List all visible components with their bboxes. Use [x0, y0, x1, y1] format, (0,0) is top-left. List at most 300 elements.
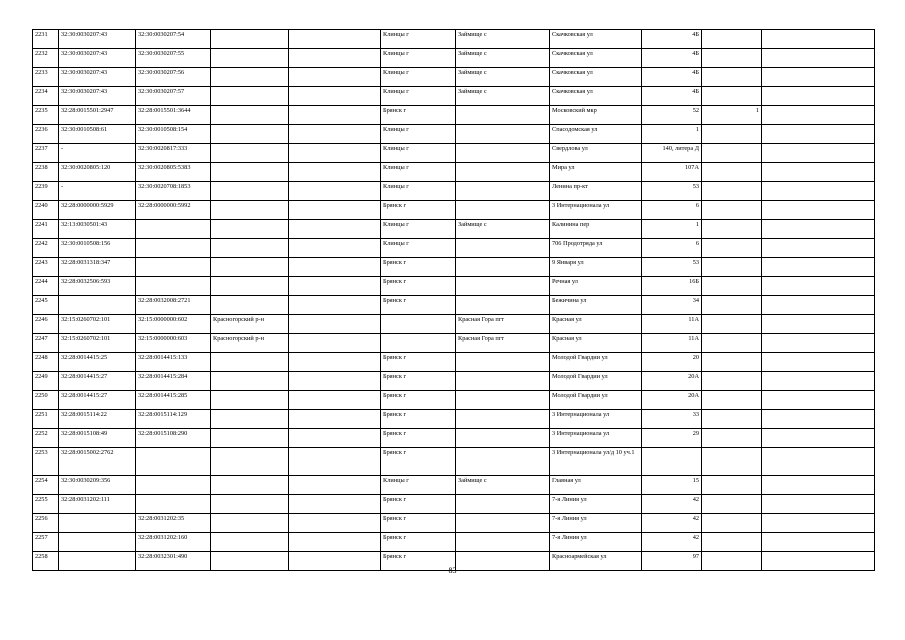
cell-settlement [456, 410, 550, 429]
cell-row-number: 2240 [33, 201, 59, 220]
cell-cadastral-number: 32:28:0014415:25 [59, 353, 136, 372]
cell-cadastral-number-2 [136, 448, 211, 476]
cell-settlement [456, 391, 550, 410]
table-row [33, 182, 875, 201]
cell-row-number: 2244 [33, 277, 59, 296]
cell-house: 42 [642, 514, 702, 533]
cell-district [211, 514, 289, 533]
cell-settlement [456, 239, 550, 258]
cell-note-2 [762, 429, 875, 448]
cell-cadastral-number: 32:30:0030209:356 [59, 476, 136, 495]
cell-house: 53 [642, 182, 702, 201]
cell-row-number: 2252 [33, 429, 59, 448]
cell-row-number: 2234 [33, 87, 59, 106]
cell-extra [289, 353, 381, 372]
cell-row-number: 2242 [33, 239, 59, 258]
cell-extra [289, 87, 381, 106]
cell-cadastral-number: 32:15:0260702:101 [59, 334, 136, 353]
cell-settlement: Займище с [456, 220, 550, 239]
cell-cadastral-number: 32:28:0000000:5929 [59, 201, 136, 220]
cell-extra [289, 125, 381, 144]
cell-cadastral-number-2: 32:28:0031202:35 [136, 514, 211, 533]
table-row [33, 30, 875, 49]
cell-row-number: 2237 [33, 144, 59, 163]
cell-note-2 [762, 30, 875, 49]
cell-house: 6 [642, 239, 702, 258]
cell-note-2 [762, 372, 875, 391]
cell-cadastral-number: 32:28:0015501:2947 [59, 106, 136, 125]
cell-note-2 [762, 220, 875, 239]
cell-settlement: Красная Гора пгт [456, 315, 550, 334]
cell-city: Брянск г [381, 372, 456, 391]
cell-cadastral-number: 32:13:0030501:43 [59, 220, 136, 239]
cell-note-2 [762, 49, 875, 68]
cell-district [211, 495, 289, 514]
cell-note-1 [702, 296, 762, 315]
cell-city: Брянск г [381, 201, 456, 220]
cell-district [211, 144, 289, 163]
cell-street: Бежичина ул [550, 296, 642, 315]
cell-district [211, 410, 289, 429]
cell-house: 1 [642, 125, 702, 144]
table-body [33, 30, 875, 571]
cell-cadastral-number: 32:28:0031318:347 [59, 258, 136, 277]
register-table [32, 29, 875, 571]
cell-note-1 [702, 163, 762, 182]
cell-district [211, 533, 289, 552]
cell-row-number: 2258 [33, 552, 59, 571]
cell-settlement [456, 163, 550, 182]
cell-note-1 [702, 201, 762, 220]
cell-street: Скачковская ул [550, 68, 642, 87]
cell-cadastral-number-2: 32:30:0030207:55 [136, 49, 211, 68]
cell-street: 706 Продотряда ул [550, 239, 642, 258]
table-row [33, 410, 875, 429]
cell-row-number: 2231 [33, 30, 59, 49]
cell-cadastral-number-2 [136, 258, 211, 277]
table-row [33, 220, 875, 239]
cell-note-2 [762, 201, 875, 220]
table-row [33, 163, 875, 182]
cell-street: 3 Интернационала ул [550, 429, 642, 448]
cell-cadastral-number-2: 32:30:0030207:54 [136, 30, 211, 49]
cell-note-2 [762, 315, 875, 334]
table-row [33, 495, 875, 514]
cell-note-1 [702, 239, 762, 258]
cell-cadastral-number-2 [136, 220, 211, 239]
cell-cadastral-number-2: 32:28:0014415:284 [136, 372, 211, 391]
cell-row-number: 2232 [33, 49, 59, 68]
cell-cadastral-number [59, 514, 136, 533]
cell-extra [289, 296, 381, 315]
cell-extra [289, 220, 381, 239]
cell-city: Клинцы г [381, 182, 456, 201]
cell-house: 15 [642, 476, 702, 495]
cell-cadastral-number-2: 32:28:0015108:290 [136, 429, 211, 448]
cell-note-1 [702, 495, 762, 514]
cell-row-number: 2235 [33, 106, 59, 125]
cell-note-1 [702, 429, 762, 448]
cell-extra [289, 476, 381, 495]
cell-extra [289, 315, 381, 334]
cell-street: 3 Интернационала ул/д 10 уч.1 [550, 448, 642, 476]
cell-note-2 [762, 277, 875, 296]
cell-city: Клинцы г [381, 30, 456, 49]
cell-house: 1 [642, 220, 702, 239]
cell-extra [289, 533, 381, 552]
cell-row-number: 2248 [33, 353, 59, 372]
cell-extra [289, 49, 381, 68]
cell-note-2 [762, 296, 875, 315]
cell-settlement [456, 258, 550, 277]
cell-note-1 [702, 410, 762, 429]
cell-note-1 [702, 182, 762, 201]
cell-settlement [456, 201, 550, 220]
cell-settlement [456, 106, 550, 125]
page-number: 83 [448, 566, 457, 575]
cell-row-number: 2253 [33, 448, 59, 476]
cell-row-number: 2246 [33, 315, 59, 334]
cell-house: 53 [642, 258, 702, 277]
cell-district [211, 372, 289, 391]
cell-note-1 [702, 514, 762, 533]
cell-house [642, 448, 702, 476]
cell-street: Молодой Гвардии ул [550, 372, 642, 391]
cell-street: Молодой Гвардии ул [550, 391, 642, 410]
cell-note-2 [762, 514, 875, 533]
cell-settlement: Займище с [456, 476, 550, 495]
cell-street: Скачковская ул [550, 30, 642, 49]
cell-settlement [456, 448, 550, 476]
cell-note-2 [762, 182, 875, 201]
table-row [33, 476, 875, 495]
cell-street: Спасодомская ул [550, 125, 642, 144]
cell-row-number: 2241 [33, 220, 59, 239]
cell-cadastral-number-2: 32:28:0014415:133 [136, 353, 211, 372]
cell-district [211, 429, 289, 448]
cell-cadastral-number-2: 32:28:0032008:2721 [136, 296, 211, 315]
cell-row-number: 2247 [33, 334, 59, 353]
cell-cadastral-number-2: 32:30:0020805:5383 [136, 163, 211, 182]
cell-cadastral-number [59, 296, 136, 315]
cell-district [211, 163, 289, 182]
cell-settlement [456, 514, 550, 533]
cell-city: Брянск г [381, 277, 456, 296]
cell-house: 11А [642, 315, 702, 334]
cell-district [211, 125, 289, 144]
cell-district [211, 239, 289, 258]
cell-row-number: 2238 [33, 163, 59, 182]
cell-house: 4Б [642, 30, 702, 49]
cell-note-1 [702, 372, 762, 391]
cell-street: Главная ул [550, 476, 642, 495]
cell-note-1: 1 [702, 106, 762, 125]
cell-note-1 [702, 476, 762, 495]
cell-extra [289, 258, 381, 277]
cell-city: Брянск г [381, 353, 456, 372]
cell-note-2 [762, 258, 875, 277]
cell-street: Московский мкр [550, 106, 642, 125]
cell-extra [289, 182, 381, 201]
cell-note-2 [762, 239, 875, 258]
cell-district [211, 448, 289, 476]
cell-note-2 [762, 533, 875, 552]
cell-row-number: 2249 [33, 372, 59, 391]
cell-cadastral-number: - [59, 144, 136, 163]
cell-street: Калинина пер [550, 220, 642, 239]
cell-cadastral-number-2 [136, 239, 211, 258]
cell-cadastral-number: 32:28:0014415:27 [59, 372, 136, 391]
cell-note-1 [702, 448, 762, 476]
cell-district [211, 391, 289, 410]
cell-district [211, 87, 289, 106]
table-row [33, 429, 875, 448]
cell-cadastral-number-2: 32:30:0030207:56 [136, 68, 211, 87]
cell-city: Клинцы г [381, 144, 456, 163]
cell-city: Клинцы г [381, 476, 456, 495]
cell-cadastral-number-2: 32:28:0031202:160 [136, 533, 211, 552]
cell-extra [289, 277, 381, 296]
cell-row-number: 2257 [33, 533, 59, 552]
cell-cadastral-number: 32:28:0015108:49 [59, 429, 136, 448]
cell-city: Брянск г [381, 106, 456, 125]
cell-settlement: Займище с [456, 68, 550, 87]
table-row [33, 448, 875, 476]
cell-extra [289, 410, 381, 429]
cell-house: 33 [642, 410, 702, 429]
cell-street: Скачковская ул [550, 87, 642, 106]
cell-house: 42 [642, 495, 702, 514]
cell-house: 4Б [642, 87, 702, 106]
cell-row-number: 2233 [33, 68, 59, 87]
cell-cadastral-number: 32:30:0030207:43 [59, 87, 136, 106]
cell-note-1 [702, 533, 762, 552]
cell-settlement [456, 533, 550, 552]
cell-note-1 [702, 87, 762, 106]
cell-district [211, 201, 289, 220]
cell-extra [289, 429, 381, 448]
cell-cadastral-number-2: 32:30:0020708:1853 [136, 182, 211, 201]
cell-cadastral-number-2: 32:28:0014415:285 [136, 391, 211, 410]
cell-note-2 [762, 144, 875, 163]
cell-house: 20А [642, 391, 702, 410]
cell-note-1 [702, 30, 762, 49]
cell-city [381, 315, 456, 334]
cell-house: 42 [642, 533, 702, 552]
cell-cadastral-number: 32:30:0020805:120 [59, 163, 136, 182]
cell-row-number: 2243 [33, 258, 59, 277]
cell-district: Красногорский р-н [211, 315, 289, 334]
cell-note-2 [762, 495, 875, 514]
cell-street: 9 Января ул [550, 258, 642, 277]
cell-house: 52 [642, 106, 702, 125]
table-row [33, 391, 875, 410]
cell-city: Брянск г [381, 296, 456, 315]
cell-settlement: Займище с [456, 30, 550, 49]
cell-house: 20А [642, 372, 702, 391]
cell-street: 3 Интернационала ул [550, 410, 642, 429]
cell-note-2 [762, 163, 875, 182]
cell-street: Скачковская ул [550, 49, 642, 68]
cell-cadastral-number: 32:30:0010508:61 [59, 125, 136, 144]
cell-street: Красная ул [550, 315, 642, 334]
cell-district [211, 353, 289, 372]
cell-note-1 [702, 68, 762, 87]
cell-cadastral-number-2: 32:30:0030207:57 [136, 87, 211, 106]
cell-street: Ленина пр-кт [550, 182, 642, 201]
cell-district [211, 296, 289, 315]
cell-cadastral-number-2 [136, 476, 211, 495]
cell-row-number: 2250 [33, 391, 59, 410]
cell-settlement [456, 144, 550, 163]
table-row [33, 125, 875, 144]
cell-note-1 [702, 258, 762, 277]
cell-extra [289, 201, 381, 220]
cell-settlement [456, 277, 550, 296]
cell-street: 3 Интернационала ул [550, 201, 642, 220]
cell-house: 107А [642, 163, 702, 182]
cell-city: Клинцы г [381, 68, 456, 87]
cell-district [211, 476, 289, 495]
cell-house: 20 [642, 353, 702, 372]
cell-extra [289, 448, 381, 476]
table-row [33, 514, 875, 533]
cell-settlement [456, 495, 550, 514]
cell-cadastral-number: 32:30:0030207:43 [59, 49, 136, 68]
cell-extra [289, 239, 381, 258]
table-row [33, 201, 875, 220]
cell-cadastral-number-2: 32:15:0000000:602 [136, 315, 211, 334]
cell-note-2 [762, 448, 875, 476]
cell-street: Мира ул [550, 163, 642, 182]
cell-cadastral-number-2: 32:30:0020817:333 [136, 144, 211, 163]
cell-district [211, 182, 289, 201]
table-row [33, 296, 875, 315]
cell-house: 140, литера Д [642, 144, 702, 163]
table-row [33, 315, 875, 334]
cell-street: Молодой Гвардии ул [550, 353, 642, 372]
cell-city [381, 334, 456, 353]
cell-cadastral-number: 32:30:0030207:43 [59, 68, 136, 87]
cell-row-number: 2255 [33, 495, 59, 514]
cell-extra [289, 30, 381, 49]
cell-extra [289, 495, 381, 514]
cell-note-1 [702, 220, 762, 239]
cell-settlement: Красная Гора пгт [456, 334, 550, 353]
cell-street: Красноармейская ул [550, 552, 642, 571]
cell-cadastral-number-2 [136, 277, 211, 296]
cell-house: 29 [642, 429, 702, 448]
cell-note-1 [702, 391, 762, 410]
table-row [33, 239, 875, 258]
cell-extra [289, 163, 381, 182]
cell-settlement [456, 182, 550, 201]
cell-extra [289, 144, 381, 163]
cell-note-2 [762, 125, 875, 144]
cell-cadastral-number: 32:28:0014415:27 [59, 391, 136, 410]
table-row [33, 277, 875, 296]
cell-row-number: 2239 [33, 182, 59, 201]
cell-note-1 [702, 315, 762, 334]
cell-note-2 [762, 476, 875, 495]
cell-district [211, 30, 289, 49]
cell-note-2 [762, 334, 875, 353]
cell-city: Брянск г [381, 410, 456, 429]
cell-street: 7-я Линия ул [550, 495, 642, 514]
cell-city: Клинцы г [381, 163, 456, 182]
cell-note-1 [702, 277, 762, 296]
cell-district [211, 68, 289, 87]
cell-house: 34 [642, 296, 702, 315]
cell-street: 7-я Линия ул [550, 514, 642, 533]
cell-note-1 [702, 353, 762, 372]
cell-settlement [456, 296, 550, 315]
cell-cadastral-number: 32:28:0015114:22 [59, 410, 136, 429]
cell-city: Клинцы г [381, 220, 456, 239]
cell-cadastral-number-2: 32:28:0015501:3644 [136, 106, 211, 125]
cell-cadastral-number: 32:30:0010508:156 [59, 239, 136, 258]
table-row [33, 68, 875, 87]
cell-city: Брянск г [381, 514, 456, 533]
cell-note-2 [762, 68, 875, 87]
cell-note-1 [702, 144, 762, 163]
cell-district [211, 106, 289, 125]
cell-settlement: Займище с [456, 87, 550, 106]
cell-note-2 [762, 353, 875, 372]
cell-row-number: 2251 [33, 410, 59, 429]
cell-extra [289, 106, 381, 125]
table-row [33, 87, 875, 106]
cell-house: 11А [642, 334, 702, 353]
cell-note-1 [702, 125, 762, 144]
cell-house: 4Б [642, 68, 702, 87]
cell-city: Брянск г [381, 495, 456, 514]
cell-extra [289, 391, 381, 410]
cell-cadastral-number: 32:28:0015002:2762 [59, 448, 136, 476]
cell-note-2 [762, 87, 875, 106]
cell-note-2 [762, 391, 875, 410]
cell-cadastral-number: 32:30:0030207:43 [59, 30, 136, 49]
cell-city: Клинцы г [381, 49, 456, 68]
cell-city: Клинцы г [381, 239, 456, 258]
cell-extra [289, 514, 381, 533]
table-row [33, 144, 875, 163]
cell-row-number: 2256 [33, 514, 59, 533]
cell-extra [289, 334, 381, 353]
cell-settlement [456, 429, 550, 448]
table-row [33, 372, 875, 391]
cell-district [211, 49, 289, 68]
cell-extra [289, 372, 381, 391]
cell-cadastral-number-2: 32:28:0015114:129 [136, 410, 211, 429]
table-row [33, 533, 875, 552]
cell-settlement [456, 353, 550, 372]
cell-extra [289, 68, 381, 87]
cell-cadastral-number: 32:28:0031202:111 [59, 495, 136, 514]
table-row [33, 49, 875, 68]
cell-row-number: 2245 [33, 296, 59, 315]
cell-district [211, 277, 289, 296]
cell-city: Брянск г [381, 258, 456, 277]
table-row [33, 258, 875, 277]
cell-row-number: 2254 [33, 476, 59, 495]
cell-district [211, 220, 289, 239]
cell-city: Брянск г [381, 391, 456, 410]
cell-settlement [456, 125, 550, 144]
cell-cadastral-number [59, 533, 136, 552]
cell-cadastral-number: - [59, 182, 136, 201]
cell-city: Брянск г [381, 552, 456, 571]
